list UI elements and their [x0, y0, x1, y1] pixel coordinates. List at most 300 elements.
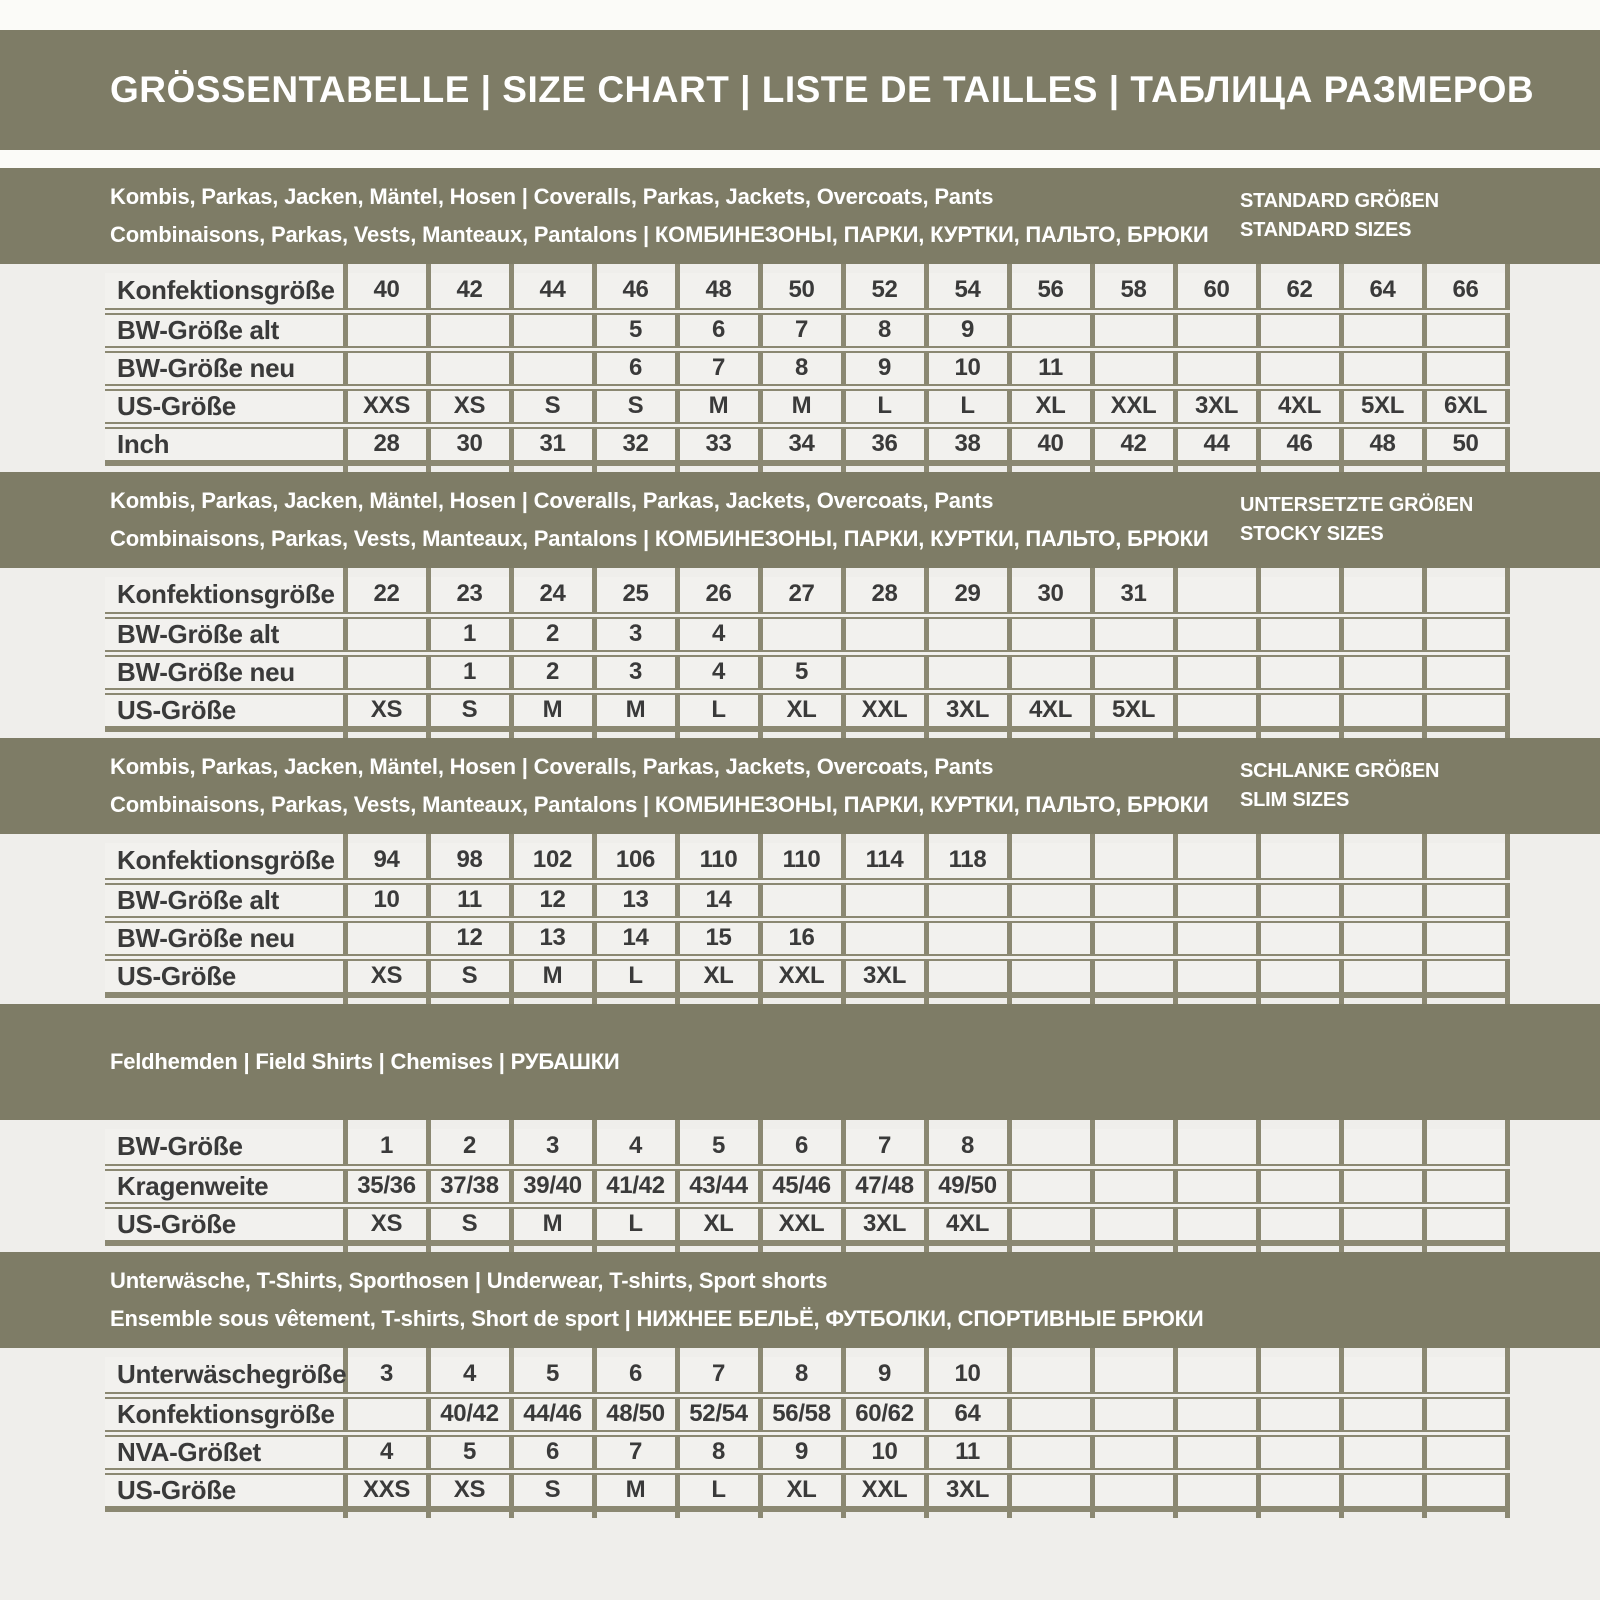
- tick-cell: [345, 463, 428, 472]
- tick-cell: [1424, 834, 1507, 843]
- tick-spacer: [105, 1509, 345, 1518]
- size-cell: 8: [760, 349, 843, 387]
- size-cell: [1175, 311, 1258, 349]
- tick-cell: [677, 1509, 760, 1518]
- size-cell: 38: [926, 425, 1009, 463]
- section-heading-line1: Kombis, Parkas, Jacken, Mäntel, Hosen | Coveralls, Parkas, Jackets, Overcoats, Pants: [110, 754, 994, 779]
- tick-cell: [677, 834, 760, 843]
- size-cell: 62: [1258, 273, 1341, 311]
- tick-cell: [926, 463, 1009, 472]
- section-band-underwear: [0, 1252, 1600, 1348]
- tick-cell: [594, 1348, 677, 1357]
- size-cell: 8: [926, 1129, 1009, 1167]
- row-label: Kragenweite: [105, 1167, 345, 1205]
- size-cell: [1258, 349, 1341, 387]
- tick-cell: [760, 834, 843, 843]
- size-cell: [1092, 843, 1175, 881]
- size-cell: [1341, 615, 1424, 653]
- size-cell: [1175, 1395, 1258, 1433]
- size-cell: 32: [594, 425, 677, 463]
- tick-cell: [843, 463, 926, 472]
- size-cell: 11: [926, 1433, 1009, 1471]
- tick-cell: [428, 834, 511, 843]
- size-cell: 31: [511, 425, 594, 463]
- grid-tick-row: [105, 1348, 1507, 1357]
- tick-cell: [511, 568, 594, 577]
- size-cell: 3XL: [1175, 387, 1258, 425]
- tick-cell: [677, 729, 760, 738]
- size-cell: 58: [1092, 273, 1175, 311]
- size-cell: [1009, 311, 1092, 349]
- size-cell: [1424, 1129, 1507, 1167]
- badge-line2: STANDARD SIZES: [1240, 219, 1412, 241]
- row-label: NVA-Größet: [105, 1433, 345, 1471]
- size-cell: 44: [511, 273, 594, 311]
- size-cell: 28: [345, 425, 428, 463]
- tick-spacer: [105, 1243, 345, 1252]
- tick-cell: [1175, 995, 1258, 1004]
- tick-cell: [760, 1120, 843, 1129]
- section-heading-line2: Combinaisons, Parkas, Vests, Manteaux, Pantalons | КОМБИНЕЗОНЫ, ПАРКИ, КУРТКИ, ПАЛЬТО, БРЮКИ: [110, 526, 1209, 551]
- size-cell: [1258, 1205, 1341, 1243]
- size-cell: 33: [677, 425, 760, 463]
- size-cell: S: [594, 387, 677, 425]
- size-cell: 4XL: [1009, 691, 1092, 729]
- table-row: [105, 881, 1507, 919]
- tick-cell: [760, 463, 843, 472]
- size-cell: M: [760, 387, 843, 425]
- tick-cell: [428, 729, 511, 738]
- size-cell: 60/62: [843, 1395, 926, 1433]
- grid-tick-row: [105, 834, 1507, 843]
- size-table-slim-sizes: [105, 834, 1510, 1004]
- tick-spacer: [105, 834, 345, 843]
- tick-cell: [345, 995, 428, 1004]
- tick-cell: [594, 463, 677, 472]
- size-cell: [1341, 1433, 1424, 1471]
- size-cell: 1: [428, 653, 511, 691]
- size-cell: XXL: [843, 691, 926, 729]
- size-cell: [1175, 1129, 1258, 1167]
- size-cell: 11: [1009, 349, 1092, 387]
- table-row: [105, 1167, 1507, 1205]
- size-cell: 45/46: [760, 1167, 843, 1205]
- size-cell: 1: [428, 615, 511, 653]
- tick-cell: [1341, 568, 1424, 577]
- size-cell: [1258, 691, 1341, 729]
- size-cell: 3: [594, 615, 677, 653]
- size-cell: XXL: [760, 957, 843, 995]
- tick-cell: [1424, 995, 1507, 1004]
- size-cell: [760, 615, 843, 653]
- size-cell: [1175, 691, 1258, 729]
- tick-cell: [511, 264, 594, 273]
- tick-spacer: [105, 1348, 345, 1357]
- size-cell: [926, 881, 1009, 919]
- size-cell: [926, 615, 1009, 653]
- size-cell: [926, 919, 1009, 957]
- size-cell: 6: [511, 1433, 594, 1471]
- size-cell: [345, 653, 428, 691]
- size-cell: XL: [760, 691, 843, 729]
- top-margin-strip: [0, 0, 1600, 30]
- tick-cell: [1092, 568, 1175, 577]
- size-cell: S: [428, 957, 511, 995]
- size-cell: [1341, 1357, 1424, 1395]
- row-label: US-Größe: [105, 387, 345, 425]
- size-cell: XS: [428, 387, 511, 425]
- size-cell: XS: [345, 957, 428, 995]
- size-table-field-shirts: [105, 1120, 1510, 1252]
- size-cell: 26: [677, 577, 760, 615]
- tick-cell: [926, 1509, 1009, 1518]
- tick-cell: [1092, 1243, 1175, 1252]
- size-cell: [1175, 1433, 1258, 1471]
- size-cell: 3XL: [843, 1205, 926, 1243]
- tick-cell: [511, 1509, 594, 1518]
- tick-cell: [428, 463, 511, 472]
- tick-cell: [511, 729, 594, 738]
- tick-cell: [843, 1348, 926, 1357]
- table-row: [105, 349, 1507, 387]
- size-cell: 52: [843, 273, 926, 311]
- size-cell: [1424, 615, 1507, 653]
- size-cell: [1009, 1471, 1092, 1509]
- size-cell: 36: [843, 425, 926, 463]
- table-row: [105, 1433, 1507, 1471]
- badge-line1: UNTERSETZTE GRÖßEN: [1240, 494, 1474, 516]
- size-cell: 30: [1009, 577, 1092, 615]
- tick-cell: [1009, 1243, 1092, 1252]
- size-cell: [1424, 881, 1507, 919]
- size-cell: XXS: [345, 1471, 428, 1509]
- size-cell: 52/54: [677, 1395, 760, 1433]
- tick-cell: [345, 834, 428, 843]
- table-row: [105, 957, 1507, 995]
- size-cell: [1092, 653, 1175, 691]
- size-cell: 106: [594, 843, 677, 881]
- size-cell: XL: [760, 1471, 843, 1509]
- tick-cell: [677, 568, 760, 577]
- section-band-slim-sizes: [0, 738, 1600, 834]
- size-cell: XS: [345, 691, 428, 729]
- sections-container: [0, 168, 1600, 1518]
- tick-cell: [677, 1243, 760, 1252]
- table-row: [105, 577, 1507, 615]
- section-band-stocky-sizes: [0, 472, 1600, 568]
- size-cell: 34: [760, 425, 843, 463]
- size-cell: [1175, 881, 1258, 919]
- size-cell: [1009, 1205, 1092, 1243]
- size-cell: [1009, 615, 1092, 653]
- size-cell: 94: [345, 843, 428, 881]
- size-cell: [1258, 843, 1341, 881]
- tick-cell: [428, 1243, 511, 1252]
- tick-cell: [1009, 1509, 1092, 1518]
- size-cell: [1341, 843, 1424, 881]
- size-cell: 50: [1424, 425, 1507, 463]
- size-cell: S: [511, 387, 594, 425]
- size-cell: 64: [1341, 273, 1424, 311]
- size-cell: 1: [345, 1129, 428, 1167]
- size-cell: [1424, 919, 1507, 957]
- size-cell: 13: [594, 881, 677, 919]
- size-cell: 42: [428, 273, 511, 311]
- section-heading-line2: Combinaisons, Parkas, Vests, Manteaux, Pantalons | КОМБИНЕЗОНЫ, ПАРКИ, КУРТКИ, ПАЛЬТО, БРЮКИ: [110, 222, 1209, 247]
- tick-cell: [1341, 729, 1424, 738]
- tick-cell: [1009, 463, 1092, 472]
- size-cell: 3: [594, 653, 677, 691]
- size-cell: 6: [760, 1129, 843, 1167]
- size-cell: 3: [511, 1129, 594, 1167]
- size-cell: [428, 311, 511, 349]
- tick-spacer: [105, 463, 345, 472]
- row-label: Konfektionsgröße: [105, 273, 345, 311]
- tick-cell: [1175, 729, 1258, 738]
- size-cell: 23: [428, 577, 511, 615]
- badge-line1: SCHLANKE GRÖßEN: [1240, 760, 1440, 782]
- size-cell: 2: [511, 615, 594, 653]
- grid-tick-row: [105, 729, 1507, 738]
- tick-cell: [1258, 1509, 1341, 1518]
- size-cell: 44: [1175, 425, 1258, 463]
- tick-cell: [1092, 264, 1175, 273]
- size-cell: [1092, 1357, 1175, 1395]
- tick-cell: [760, 1243, 843, 1252]
- size-cell: L: [677, 1471, 760, 1509]
- tick-cell: [1009, 729, 1092, 738]
- size-cell: 7: [594, 1433, 677, 1471]
- size-cell: 7: [677, 349, 760, 387]
- size-cell: 30: [428, 425, 511, 463]
- tick-cell: [345, 264, 428, 273]
- section-badge-slim-sizes: [1240, 757, 1439, 815]
- size-cell: 14: [594, 919, 677, 957]
- grid-tick-row: [105, 463, 1507, 472]
- tick-cell: [1092, 1120, 1175, 1129]
- size-cell: 6: [594, 1357, 677, 1395]
- tick-cell: [1009, 1120, 1092, 1129]
- size-cell: L: [843, 387, 926, 425]
- size-cell: M: [511, 1205, 594, 1243]
- table-row: [105, 1395, 1507, 1433]
- tick-cell: [1092, 995, 1175, 1004]
- size-cell: 4: [594, 1129, 677, 1167]
- size-cell: 13: [511, 919, 594, 957]
- table-row: [105, 1129, 1507, 1167]
- table-row: [105, 425, 1507, 463]
- size-cell: 4: [677, 653, 760, 691]
- tick-cell: [511, 834, 594, 843]
- size-cell: [1258, 1129, 1341, 1167]
- size-cell: [926, 957, 1009, 995]
- tick-cell: [1258, 1120, 1341, 1129]
- tick-spacer: [105, 264, 345, 273]
- tick-cell: [594, 1509, 677, 1518]
- tick-spacer: [105, 1120, 345, 1129]
- tick-cell: [843, 568, 926, 577]
- size-cell: 9: [760, 1433, 843, 1471]
- size-cell: [1009, 1129, 1092, 1167]
- tick-cell: [1341, 463, 1424, 472]
- tick-cell: [1258, 463, 1341, 472]
- size-cell: [1258, 957, 1341, 995]
- tick-cell: [1341, 1120, 1424, 1129]
- tick-cell: [345, 1120, 428, 1129]
- tick-cell: [1175, 1509, 1258, 1518]
- tick-cell: [345, 568, 428, 577]
- table-row: [105, 653, 1507, 691]
- tick-cell: [1092, 463, 1175, 472]
- tick-cell: [1092, 834, 1175, 843]
- table-row: [105, 919, 1507, 957]
- tick-cell: [511, 1120, 594, 1129]
- size-cell: [843, 881, 926, 919]
- row-label: Inch: [105, 425, 345, 463]
- size-cell: [1341, 1167, 1424, 1205]
- tick-cell: [1092, 1348, 1175, 1357]
- size-cell: [1009, 653, 1092, 691]
- size-cell: [1009, 1357, 1092, 1395]
- tick-cell: [1009, 834, 1092, 843]
- tick-cell: [760, 729, 843, 738]
- tick-cell: [1175, 1243, 1258, 1252]
- section-heading-line2: Ensemble sous vêtement, T-shirts, Short de sport | НИЖНЕЕ БЕЛЬЁ, ФУТБОЛКИ, СПОРТИВНЫЕ БРЮКИ: [110, 1306, 1204, 1331]
- row-label: Unterwäschegröße: [105, 1357, 345, 1395]
- size-cell: 5XL: [1341, 387, 1424, 425]
- tick-cell: [1258, 995, 1341, 1004]
- section-badge-stocky-sizes: [1240, 491, 1473, 549]
- size-cell: [511, 311, 594, 349]
- size-cell: [843, 615, 926, 653]
- size-cell: 49/50: [926, 1167, 1009, 1205]
- size-cell: [1175, 653, 1258, 691]
- size-cell: 3XL: [843, 957, 926, 995]
- size-cell: [1009, 919, 1092, 957]
- size-cell: 5: [428, 1433, 511, 1471]
- tick-cell: [1341, 834, 1424, 843]
- size-cell: [1341, 1129, 1424, 1167]
- size-cell: 5XL: [1092, 691, 1175, 729]
- tick-cell: [1424, 264, 1507, 273]
- size-table-stocky-sizes: [105, 568, 1510, 738]
- size-cell: XXL: [1092, 387, 1175, 425]
- tick-cell: [1175, 264, 1258, 273]
- tick-cell: [760, 264, 843, 273]
- row-label: Konfektionsgröße: [105, 577, 345, 615]
- table-row: [105, 691, 1507, 729]
- size-cell: [1009, 1395, 1092, 1433]
- size-table-standard-sizes: [105, 264, 1510, 472]
- tick-cell: [594, 568, 677, 577]
- size-cell: [1424, 1357, 1507, 1395]
- size-cell: L: [594, 1205, 677, 1243]
- size-cell: 64: [926, 1395, 1009, 1433]
- grid-tick-row: [105, 1509, 1507, 1518]
- tick-cell: [1009, 264, 1092, 273]
- row-label: BW-Größe alt: [105, 311, 345, 349]
- size-cell: [843, 919, 926, 957]
- tick-cell: [1092, 729, 1175, 738]
- size-cell: 40: [1009, 425, 1092, 463]
- size-cell: [1092, 1205, 1175, 1243]
- size-cell: XXS: [345, 387, 428, 425]
- size-cell: 10: [843, 1433, 926, 1471]
- tick-cell: [511, 995, 594, 1004]
- tick-cell: [594, 1120, 677, 1129]
- page-title-band: [0, 30, 1600, 150]
- size-cell: 27: [760, 577, 843, 615]
- size-cell: [1341, 311, 1424, 349]
- size-cell: [1092, 349, 1175, 387]
- tick-cell: [760, 568, 843, 577]
- size-cell: 10: [926, 349, 1009, 387]
- size-cell: XL: [1009, 387, 1092, 425]
- size-cell: [1175, 1357, 1258, 1395]
- tick-cell: [760, 995, 843, 1004]
- size-cell: [1424, 1471, 1507, 1509]
- tick-cell: [677, 1120, 760, 1129]
- row-label: US-Größe: [105, 691, 345, 729]
- size-cell: 10: [926, 1357, 1009, 1395]
- size-cell: XL: [677, 1205, 760, 1243]
- size-cell: [1009, 881, 1092, 919]
- tick-cell: [345, 1348, 428, 1357]
- size-table-underwear: [105, 1348, 1510, 1518]
- size-cell: [1175, 1167, 1258, 1205]
- tick-cell: [1424, 463, 1507, 472]
- row-label: BW-Größe: [105, 1129, 345, 1167]
- section-band-field-shirts: [0, 1004, 1600, 1120]
- size-cell: 9: [926, 311, 1009, 349]
- size-cell: 98: [428, 843, 511, 881]
- tick-cell: [511, 463, 594, 472]
- size-cell: [1092, 311, 1175, 349]
- size-cell: 56/58: [760, 1395, 843, 1433]
- size-cell: [1092, 1395, 1175, 1433]
- size-cell: [1009, 843, 1092, 881]
- size-cell: 4XL: [926, 1205, 1009, 1243]
- tick-cell: [511, 1243, 594, 1252]
- size-cell: [511, 349, 594, 387]
- tick-cell: [677, 1348, 760, 1357]
- size-cell: XL: [677, 957, 760, 995]
- size-cell: 44/46: [511, 1395, 594, 1433]
- title-divider-strip: [0, 150, 1600, 168]
- size-cell: 46: [594, 273, 677, 311]
- size-cell: [1258, 1167, 1341, 1205]
- size-cell: [1175, 1471, 1258, 1509]
- size-cell: 25: [594, 577, 677, 615]
- size-cell: M: [594, 691, 677, 729]
- size-cell: 35/36: [345, 1167, 428, 1205]
- size-cell: [1258, 1471, 1341, 1509]
- size-cell: [1341, 691, 1424, 729]
- size-cell: 43/44: [677, 1167, 760, 1205]
- tick-cell: [843, 834, 926, 843]
- size-cell: [1341, 1471, 1424, 1509]
- size-cell: [1341, 881, 1424, 919]
- size-cell: 5: [594, 311, 677, 349]
- grid-tick-row: [105, 1243, 1507, 1252]
- section-heading-line1: Kombis, Parkas, Jacken, Mäntel, Hosen | Coveralls, Parkas, Jackets, Overcoats, Pants: [110, 488, 994, 513]
- tick-cell: [1341, 1509, 1424, 1518]
- row-label: Konfektionsgröße: [105, 1395, 345, 1433]
- size-cell: 6: [677, 311, 760, 349]
- size-cell: 110: [677, 843, 760, 881]
- size-cell: 48/50: [594, 1395, 677, 1433]
- size-cell: 40/42: [428, 1395, 511, 1433]
